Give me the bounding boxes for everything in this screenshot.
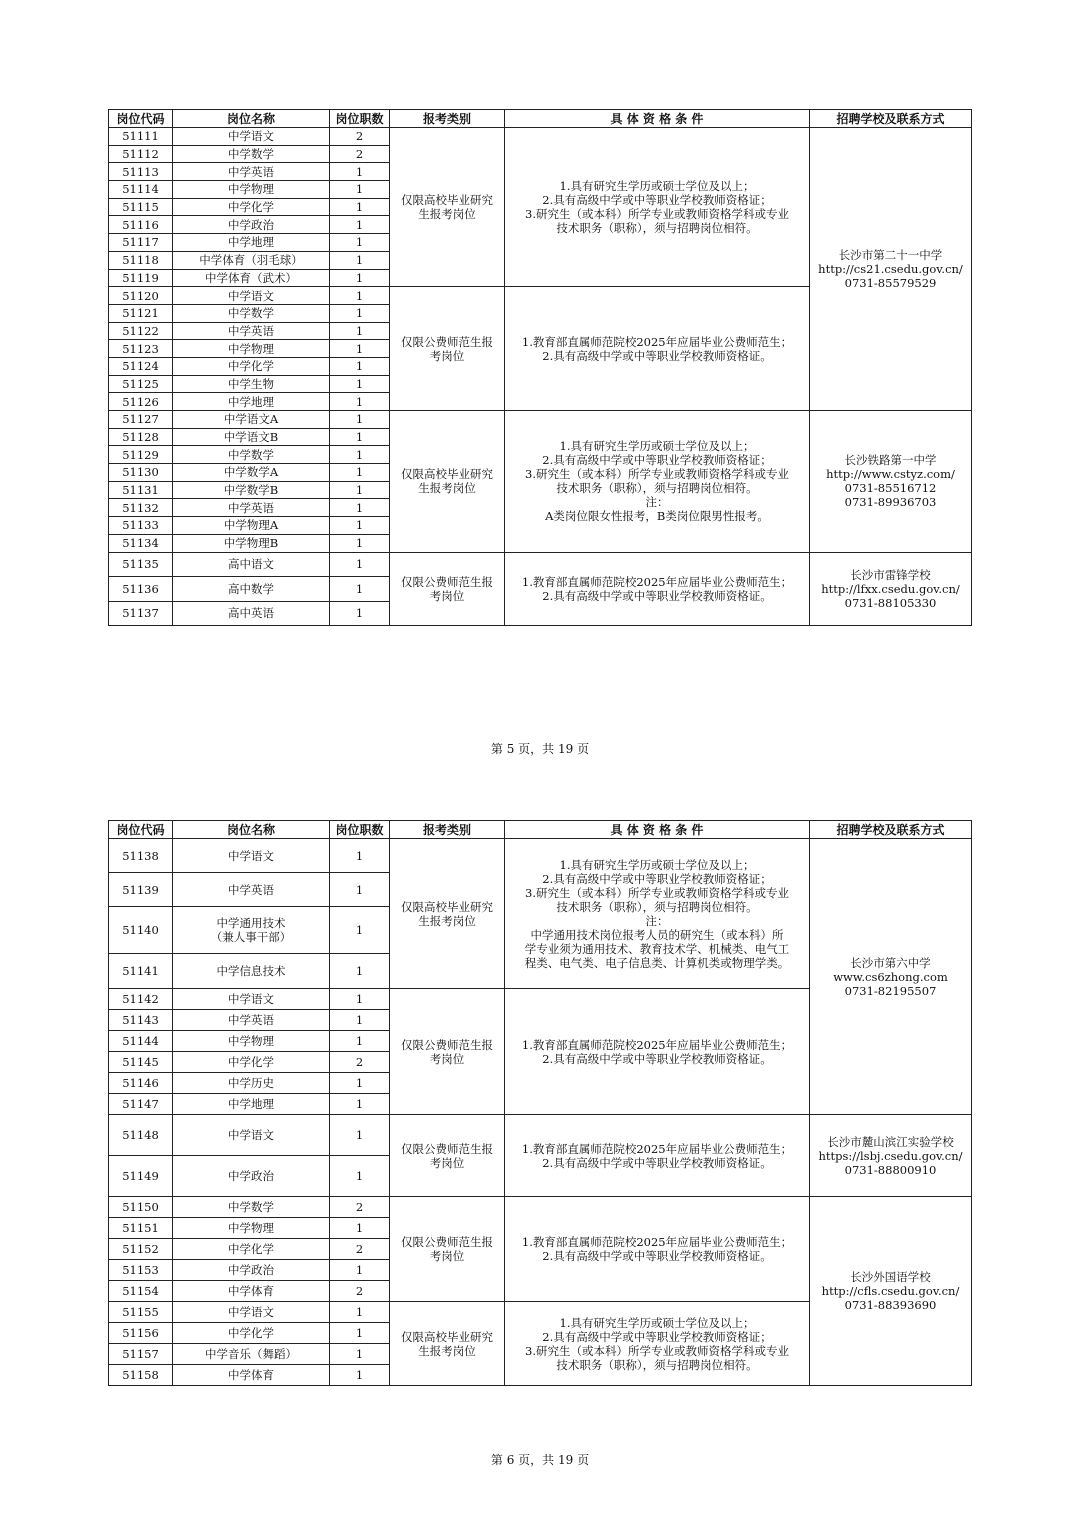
post-count: 1 xyxy=(330,1302,390,1323)
post-count: 1 xyxy=(330,1156,390,1197)
table-header-row xyxy=(109,110,972,128)
post-code: 51141 xyxy=(109,954,173,989)
post-name: 中学历史 xyxy=(173,1073,330,1094)
post-name: 中学语文 xyxy=(173,287,330,305)
category-cell: 仅限高校毕业研究 生报考岗位 xyxy=(390,128,505,287)
post-code: 51156 xyxy=(109,1323,173,1344)
header-category: 报考类别 xyxy=(390,821,505,839)
post-name: 中学数学 xyxy=(173,304,330,322)
post-count: 1 xyxy=(330,1365,390,1386)
post-name: 中学数学B xyxy=(173,481,330,499)
header-school: 招聘学校及联系方式 xyxy=(810,110,972,128)
category-cell: 仅限公费师范生报 考岗位 xyxy=(390,1197,505,1302)
post-count: 1 xyxy=(330,234,390,252)
post-name: 中学物理B xyxy=(173,534,330,552)
post-code: 51152 xyxy=(109,1239,173,1260)
table-row xyxy=(109,1197,972,1218)
post-name: 中学语文 xyxy=(173,989,330,1010)
category-cell: 仅限高校毕业研究 生报考岗位 xyxy=(390,411,505,553)
header-conditions: 具 体 资 格 条 件 xyxy=(505,110,810,128)
post-count: 1 xyxy=(330,464,390,482)
post-code: 51149 xyxy=(109,1156,173,1197)
post-name: 高中语文 xyxy=(173,552,330,577)
post-code: 51131 xyxy=(109,481,173,499)
post-count: 1 xyxy=(330,322,390,340)
post-name: 中学政治 xyxy=(173,1156,330,1197)
post-name: 中学物理 xyxy=(173,181,330,199)
header-count: 岗位职数 xyxy=(330,821,390,839)
post-count: 1 xyxy=(330,357,390,375)
post-count: 2 xyxy=(330,128,390,146)
post-code: 51115 xyxy=(109,198,173,216)
post-code: 51128 xyxy=(109,428,173,446)
post-name: 中学英语 xyxy=(173,1010,330,1031)
category-cell: 仅限高校毕业研究 生报考岗位 xyxy=(390,839,505,989)
post-code: 51146 xyxy=(109,1073,173,1094)
category-cell: 仅限高校毕业研究 生报考岗位 xyxy=(390,1302,505,1386)
conditions-cell: 1.教育部直属师范院校2025年应届毕业公费师范生； 2.具有高级中学或中等职业学校教师资格证。 xyxy=(505,552,810,626)
post-code: 51124 xyxy=(109,357,173,375)
post-code: 51116 xyxy=(109,216,173,234)
post-code: 51125 xyxy=(109,375,173,393)
post-code: 51147 xyxy=(109,1094,173,1115)
category-cell: 仅限公费师范生报 考岗位 xyxy=(390,1115,505,1197)
page-footer-6: 第 6 页，共 19 页 xyxy=(490,1453,590,1467)
post-count: 1 xyxy=(330,873,390,907)
post-count: 1 xyxy=(330,1031,390,1052)
post-count: 1 xyxy=(330,601,390,626)
post-code: 51113 xyxy=(109,163,173,181)
post-name: 中学语文 xyxy=(173,1115,330,1156)
post-count: 1 xyxy=(330,163,390,181)
post-code: 51130 xyxy=(109,464,173,482)
post-code: 51151 xyxy=(109,1218,173,1239)
header-name: 岗位名称 xyxy=(173,821,330,839)
post-count: 1 xyxy=(330,269,390,287)
post-code: 51145 xyxy=(109,1052,173,1073)
school-contact-cell: 长沙市麓山滨江实验学校 https://lsbj.csedu.gov.cn/ 0731-88800910 xyxy=(810,1115,972,1197)
post-count: 2 xyxy=(330,1239,390,1260)
post-name: 高中数学 xyxy=(173,577,330,602)
post-name: 中学地理 xyxy=(173,1094,330,1115)
post-count: 1 xyxy=(330,1010,390,1031)
table-row xyxy=(109,552,972,577)
post-code: 51153 xyxy=(109,1260,173,1281)
post-count: 1 xyxy=(330,1260,390,1281)
post-code: 51150 xyxy=(109,1197,173,1218)
post-count: 1 xyxy=(330,1094,390,1115)
recruitment-table-page-5 xyxy=(108,109,972,626)
post-count: 1 xyxy=(330,198,390,216)
header-count: 岗位职数 xyxy=(330,110,390,128)
conditions-cell: 1.具有研究生学历或硕士学位及以上； 2.具有高级中学或中等职业学校教师资格证； 3.研究生（或本科）所学专业或教师资格学科或专业 技术职务（职称），须与招聘岗位相符。 注： 中学通用技术岗位报考人员的研究生（或本科）所 学专业须为通用技术、教育技术学、机械类、电气工 程类、电气类、电子信息类、计算机类或物理学类。 xyxy=(505,839,810,989)
post-count: 1 xyxy=(330,517,390,535)
post-code: 51144 xyxy=(109,1031,173,1052)
post-code: 51155 xyxy=(109,1302,173,1323)
post-name: 中学化学 xyxy=(173,1323,330,1344)
post-count: 1 xyxy=(330,428,390,446)
post-count: 1 xyxy=(330,216,390,234)
post-code: 51126 xyxy=(109,393,173,411)
post-count: 1 xyxy=(330,375,390,393)
table-row xyxy=(109,411,972,429)
post-name: 中学英语 xyxy=(173,163,330,181)
post-count: 1 xyxy=(330,481,390,499)
post-count: 1 xyxy=(330,340,390,358)
post-count: 1 xyxy=(330,1218,390,1239)
post-code: 51117 xyxy=(109,234,173,252)
post-count: 1 xyxy=(330,1073,390,1094)
post-count: 1 xyxy=(330,446,390,464)
post-count: 1 xyxy=(330,411,390,429)
table-row xyxy=(109,128,972,146)
post-count: 1 xyxy=(330,534,390,552)
post-code: 51142 xyxy=(109,989,173,1010)
header-conditions: 具 体 资 格 条 件 xyxy=(505,821,810,839)
conditions-cell: 1.具有研究生学历或硕士学位及以上； 2.具有高级中学或中等职业学校教师资格证； 3.研究生（或本科）所学专业或教师资格学科或专业 技术职务（职称），须与招聘岗位相符。 xyxy=(505,1302,810,1386)
post-name: 中学信息技术 xyxy=(173,954,330,989)
post-code: 51134 xyxy=(109,534,173,552)
post-count: 2 xyxy=(330,1281,390,1302)
post-code: 51123 xyxy=(109,340,173,358)
post-name: 中学体育 xyxy=(173,1281,330,1302)
post-count: 1 xyxy=(330,1115,390,1156)
post-name: 中学物理A xyxy=(173,517,330,535)
post-name: 中学化学 xyxy=(173,1052,330,1073)
school-contact-cell: 长沙外国语学校 http://cfls.csedu.gov.cn/ 0731-88393690 xyxy=(810,1197,972,1386)
table-row xyxy=(109,1115,972,1156)
post-name: 中学体育（羽毛球） xyxy=(173,251,330,269)
post-count: 1 xyxy=(330,552,390,577)
post-name: 中学化学 xyxy=(173,198,330,216)
post-code: 51114 xyxy=(109,181,173,199)
header-name: 岗位名称 xyxy=(173,110,330,128)
post-name: 中学体育（武术） xyxy=(173,269,330,287)
post-name: 中学生物 xyxy=(173,375,330,393)
post-code: 51143 xyxy=(109,1010,173,1031)
table-header-row xyxy=(109,821,972,839)
conditions-cell: 1.具有研究生学历或硕士学位及以上； 2.具有高级中学或中等职业学校教师资格证； 3.研究生（或本科）所学专业或教师资格学科或专业 技术职务（职称），须与招聘岗位相符。 注： A类岗位限女性报考，B类岗位限男性报考。 xyxy=(505,411,810,553)
post-name: 中学语文 xyxy=(173,839,330,873)
school-contact-cell: 长沙市第二十一中学 http://cs21.csedu.gov.cn/ 0731-85579529 xyxy=(810,128,972,411)
post-code: 51129 xyxy=(109,446,173,464)
post-code: 51127 xyxy=(109,411,173,429)
post-code: 51154 xyxy=(109,1281,173,1302)
post-name: 中学英语 xyxy=(173,322,330,340)
post-code: 51120 xyxy=(109,287,173,305)
post-name: 中学数学 xyxy=(173,1197,330,1218)
post-count: 1 xyxy=(330,1344,390,1365)
header-code: 岗位代码 xyxy=(109,110,173,128)
category-cell: 仅限公费师范生报 考岗位 xyxy=(390,989,505,1115)
post-count: 1 xyxy=(330,181,390,199)
post-code: 51137 xyxy=(109,601,173,626)
post-count: 1 xyxy=(330,989,390,1010)
post-name: 中学语文A xyxy=(173,411,330,429)
post-name: 中学政治 xyxy=(173,1260,330,1281)
post-count: 1 xyxy=(330,907,390,954)
conditions-cell: 1.教育部直属师范院校2025年应届毕业公费师范生； 2.具有高级中学或中等职业学校教师资格证。 xyxy=(505,287,810,411)
post-name: 中学政治 xyxy=(173,216,330,234)
post-code: 51158 xyxy=(109,1365,173,1386)
post-count: 1 xyxy=(330,287,390,305)
conditions-cell: 1.具有研究生学历或硕士学位及以上； 2.具有高级中学或中等职业学校教师资格证； 3.研究生（或本科）所学专业或教师资格学科或专业 技术职务（职称），须与招聘岗位相符。 xyxy=(505,128,810,287)
category-cell: 仅限公费师范生报 考岗位 xyxy=(390,287,505,411)
header-school: 招聘学校及联系方式 xyxy=(810,821,972,839)
post-code: 51118 xyxy=(109,251,173,269)
post-name: 中学英语 xyxy=(173,499,330,517)
post-name: 中学语文 xyxy=(173,1302,330,1323)
conditions-cell: 1.教育部直属师范院校2025年应届毕业公费师范生； 2.具有高级中学或中等职业学校教师资格证。 xyxy=(505,989,810,1115)
post-code: 51112 xyxy=(109,145,173,163)
post-count: 2 xyxy=(330,1197,390,1218)
post-code: 51122 xyxy=(109,322,173,340)
post-name: 中学语文B xyxy=(173,428,330,446)
post-name: 中学通用技术 （兼人事干部） xyxy=(173,907,330,954)
post-name: 中学物理 xyxy=(173,1031,330,1052)
post-code: 51138 xyxy=(109,839,173,873)
post-code: 51133 xyxy=(109,517,173,535)
post-count: 1 xyxy=(330,251,390,269)
post-count: 1 xyxy=(330,954,390,989)
post-name: 中学地理 xyxy=(173,393,330,411)
post-count: 1 xyxy=(330,577,390,602)
post-code: 51139 xyxy=(109,873,173,907)
post-name: 中学物理 xyxy=(173,1218,330,1239)
post-count: 1 xyxy=(330,839,390,873)
page-footer-5: 第 5 页，共 19 页 xyxy=(490,742,590,756)
post-name: 中学数学A xyxy=(173,464,330,482)
header-category: 报考类别 xyxy=(390,110,505,128)
post-code: 51132 xyxy=(109,499,173,517)
post-name: 中学数学 xyxy=(173,145,330,163)
post-count: 1 xyxy=(330,499,390,517)
post-code: 51148 xyxy=(109,1115,173,1156)
post-name: 高中英语 xyxy=(173,601,330,626)
post-code: 51121 xyxy=(109,304,173,322)
post-count: 2 xyxy=(330,145,390,163)
post-name: 中学化学 xyxy=(173,357,330,375)
post-name: 中学地理 xyxy=(173,234,330,252)
post-name: 中学物理 xyxy=(173,340,330,358)
post-code: 51157 xyxy=(109,1344,173,1365)
recruitment-table-page-6 xyxy=(108,820,972,1386)
school-contact-cell: 长沙铁路第一中学 http://www.cstyz.com/ 0731-85516712 0731-89936703 xyxy=(810,411,972,553)
post-code: 51119 xyxy=(109,269,173,287)
post-name: 中学英语 xyxy=(173,873,330,907)
post-code: 51140 xyxy=(109,907,173,954)
post-name: 中学化学 xyxy=(173,1239,330,1260)
conditions-cell: 1.教育部直属师范院校2025年应届毕业公费师范生； 2.具有高级中学或中等职业学校教师资格证。 xyxy=(505,1197,810,1302)
post-code: 51111 xyxy=(109,128,173,146)
category-cell: 仅限公费师范生报 考岗位 xyxy=(390,552,505,626)
post-name: 中学数学 xyxy=(173,446,330,464)
post-count: 1 xyxy=(330,1323,390,1344)
school-contact-cell: 长沙市雷锋学校 http://lfxx.csedu.gov.cn/ 0731-88105330 xyxy=(810,552,972,626)
post-code: 51136 xyxy=(109,577,173,602)
school-contact-cell: 长沙市第六中学 www.cs6zhong.com 0731-82195507 xyxy=(810,839,972,1115)
post-count: 2 xyxy=(330,1052,390,1073)
post-count: 1 xyxy=(330,393,390,411)
post-code: 51135 xyxy=(109,552,173,577)
post-name: 中学体育 xyxy=(173,1365,330,1386)
post-name: 中学语文 xyxy=(173,128,330,146)
header-code: 岗位代码 xyxy=(109,821,173,839)
conditions-cell: 1.教育部直属师范院校2025年应届毕业公费师范生； 2.具有高级中学或中等职业学校教师资格证。 xyxy=(505,1115,810,1197)
post-count: 1 xyxy=(330,304,390,322)
table-row xyxy=(109,839,972,873)
post-name: 中学音乐（舞蹈） xyxy=(173,1344,330,1365)
